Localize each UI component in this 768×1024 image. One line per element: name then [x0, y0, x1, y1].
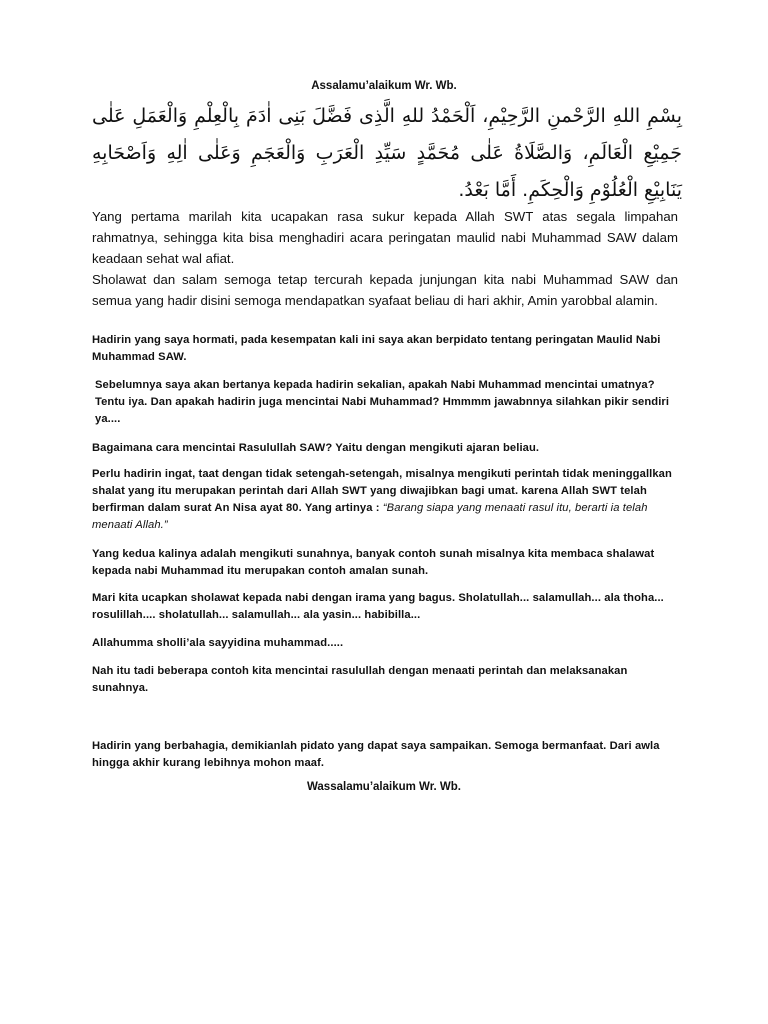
- body-paragraph-4-text: Perlu hadirin ingat, taat dengan tidak setengah-setengah, misalnya mengikuti perintah tidak meninggallkan shalat yang itu merupakan perintah dari Allah SWT yang diwajibkan bagi umat. karena Allah SWT telah berfirman dalam surat An Nisa ayat 80. Yang artinya :: [92, 468, 672, 514]
- body-paragraph-3: Bagaimana cara mencintai Rasulullah SAW? Yaitu dengan mengikuti ajaran beliau.: [92, 442, 540, 454]
- body-paragraph-1: Hadirin yang saya hormati, pada kesempatan kali ini saya akan berpidato tentang peringatan Maulid Nabi Muhammad SAW.: [92, 334, 661, 363]
- body-paragraph-2: Sebelumnya saya akan bertanya kepada hadirin sekalian, apakah Nabi Muhammad mencintai umatnya? Tentu iya. Dan apakah hadirin juga mencintai Nabi Muhammad? Hmmmm jawabnnya silahkan pikir sendiri ya....: [95, 379, 670, 425]
- intro-paragraph-1: Yang pertama marilah kita ucapakan rasa sukur kepada Allah SWT atas segala limpahan rahmatnya, sehingga kita bisa menghadiri acara peringatan maulid nabi Muhammad SAW dalam keadaan sehat wal afiat.: [92, 209, 678, 266]
- quran-quote: “Barang siapa yang menaati rasul itu, berarti ia telah menaati Allah.”: [92, 502, 648, 531]
- arabic-opening: بِسْمِ اللهِ الرَّحْمنِ الرَّحِيْمِ، اَلْحَمْدُ للهِ الَّذِى فَضَّلَ بَنِى اٰدَمَ بِالْعِلْمِ وَالْعَمَلِ عَلٰى جَمِيْعِ الْعَالَمِ، وَالصَّلَاةُ عَلٰى مُحَمَّدٍ سَيِّدِ الْعَرَبِ وَالْعَجَمِ وَعَلٰى اٰلِهِ وَاَصْحَابِهِ يَنَابِيْعِ الْعُلُوْمِ وَالْحِكَمِ. أَمَّا بَعْدُ.: [92, 105, 682, 201]
- body-paragraph-5: Yang kedua kalinya adalah mengikuti sunahnya, banyak contoh sunah misalnya kita membaca shalawat kepada nabi Muhammad itu merupakan contoh amalan sunah.: [92, 548, 655, 577]
- body-paragraph-4: [92, 466, 682, 534]
- body-paragraph-6: Mari kita ucapkan sholawat kepada nabi dengan irama yang bagus. Sholatullah... salamullah... ala thoha... rosulillah.... sholatullah... salamullah... ala yasin... habibilla...: [92, 592, 664, 621]
- body-paragraph-7: Allahumma sholli’ala sayyidina muhammad.....: [92, 637, 344, 649]
- closing-greeting: Wassalamu’alaikum Wr. Wb.: [306, 781, 462, 793]
- intro-paragraph-2: Sholawat dan salam semoga tetap tercurah kepada junjungan kita nabi Muhammad SAW dan semua yang hadir disini semoga mendapatkan syafaat beliau di hari akhir, Amin yarobbal alamin.: [92, 272, 678, 308]
- body-paragraph-9: Hadirin yang berbahagia, demikianlah pidato yang dapat saya sampaikan. Semoga bermanfaat. Dari awla hingga akhir kurang lebihnya mohon maaf.: [92, 740, 660, 769]
- body-paragraph-8: Nah itu tadi beberapa contoh kita mencintai rasulullah dengan menaati perintah dan melaksanakan sunahnya.: [92, 665, 628, 694]
- opening-greeting: Assalamu’alaikum Wr. Wb.: [311, 80, 457, 92]
